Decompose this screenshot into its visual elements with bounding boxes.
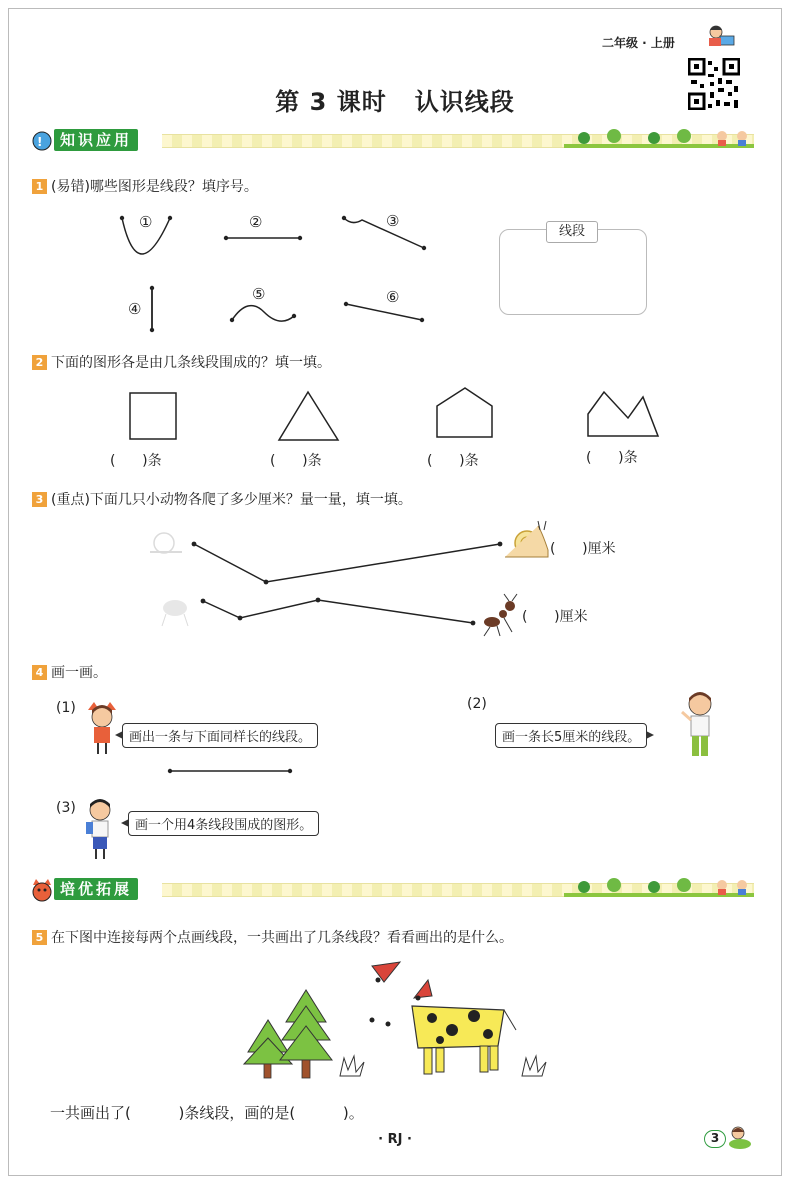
- answer-blank-square[interactable]: ( )条: [110, 453, 162, 469]
- lesson-number: 第 3 课时: [275, 88, 387, 116]
- faded-ant-icon: [162, 600, 188, 626]
- edition-mark: · RJ ·: [378, 1132, 412, 1147]
- triangle-shape: [279, 392, 338, 440]
- ant-icon: [484, 594, 517, 636]
- square-shape: [130, 393, 176, 439]
- svg-text:!: !: [37, 135, 43, 149]
- m-shape: [588, 392, 658, 436]
- speech-bubble-1: 画出一条与下面同样长的线段。: [122, 723, 318, 748]
- figure-label-6: ⑥: [386, 288, 400, 306]
- figure-label-4: ④: [128, 300, 142, 318]
- figure-5-wave: [232, 306, 294, 322]
- q5-picture: [230, 955, 570, 1085]
- figure-6-segment: [346, 304, 422, 320]
- question-text: (重点)下面几只小动物各爬了多少厘米？量一量，填一填。: [51, 492, 412, 508]
- speech-bubble-2: 画一条长5厘米的线段。: [495, 723, 647, 748]
- question-1: [32, 176, 258, 196]
- question-5: [32, 927, 513, 947]
- snail-icon: [505, 521, 548, 557]
- part-label-2: (2): [467, 696, 487, 712]
- pentagon-shape: [437, 388, 492, 437]
- section-bar-advanced: [30, 877, 754, 903]
- question-text: 画一画。: [51, 665, 107, 681]
- section-bar-knowledge: [30, 128, 754, 154]
- figure-label-1: ①: [139, 213, 153, 231]
- page-title: [0, 82, 790, 117]
- faded-snail-icon: [150, 533, 182, 553]
- page-number: 3: [704, 1130, 726, 1148]
- girl-character-icon: [84, 700, 120, 756]
- grade-label: 二年级 · 上册: [602, 36, 675, 50]
- question-text: (易错)哪些图形是线段？填序号。: [51, 179, 258, 195]
- part-label-3: (3): [56, 800, 76, 816]
- answer-blank-triangle[interactable]: ( )条: [270, 453, 322, 469]
- figure-label-5: ⑤: [252, 285, 266, 303]
- boy-character-icon: [680, 690, 720, 760]
- question-2: [32, 352, 331, 372]
- trees-icon: [244, 990, 332, 1078]
- figure-label-2: ②: [249, 213, 263, 231]
- reference-segment: [166, 766, 294, 776]
- question-number: 3: [32, 492, 47, 507]
- part-label-1: (1): [56, 700, 76, 716]
- answer-blank-pentagon[interactable]: ( )条: [427, 453, 479, 469]
- speech-bubble-3: 画一个用4条线段围成的图形。: [128, 811, 319, 836]
- question-number: 4: [32, 665, 47, 680]
- answer-blank-ant-cm[interactable]: ( )厘米: [522, 609, 588, 625]
- question-number: 5: [32, 930, 47, 945]
- figure-label-3: ③: [386, 212, 400, 230]
- figure-3-hook: [344, 218, 424, 248]
- snail-path: [194, 544, 500, 582]
- section-label: 培优拓展: [54, 878, 138, 900]
- lesson-topic: 认识线段: [414, 88, 515, 116]
- ant-path: [203, 600, 473, 623]
- reading-kid-icon: [706, 24, 736, 48]
- schoolboy-character-icon: [84, 796, 118, 862]
- trees-kids-decoration-icon: [564, 873, 754, 899]
- question-4: [32, 662, 107, 682]
- question-text: 下面的图形各是由几条线段围成的？填一填。: [51, 355, 331, 371]
- answer-box-label: 线段: [546, 221, 598, 243]
- cow-icon: [370, 962, 517, 1074]
- q2-shapes: [0, 380, 700, 450]
- section-label: 知识应用: [54, 129, 138, 151]
- pencil-mascot-icon: [30, 128, 54, 154]
- answer-blank-snail-cm[interactable]: ( )厘米: [550, 541, 616, 557]
- question-number: 1: [32, 179, 47, 194]
- q5-answer-line[interactable]: 一共画出了( )条线段，画的是( )。: [50, 1104, 364, 1122]
- q3-paths: [0, 515, 560, 645]
- question-number: 2: [32, 355, 47, 370]
- answer-blank-m-shape[interactable]: ( )条: [586, 450, 638, 466]
- question-text: 在下图中连接每两个点画线段，一共画出了几条线段？看看画出的是什么。: [51, 930, 513, 946]
- cat-mascot-icon: [30, 877, 54, 903]
- trees-kids-decoration-icon: [564, 124, 754, 150]
- reading-kid-footer-icon: [726, 1124, 752, 1150]
- question-3: [32, 489, 412, 509]
